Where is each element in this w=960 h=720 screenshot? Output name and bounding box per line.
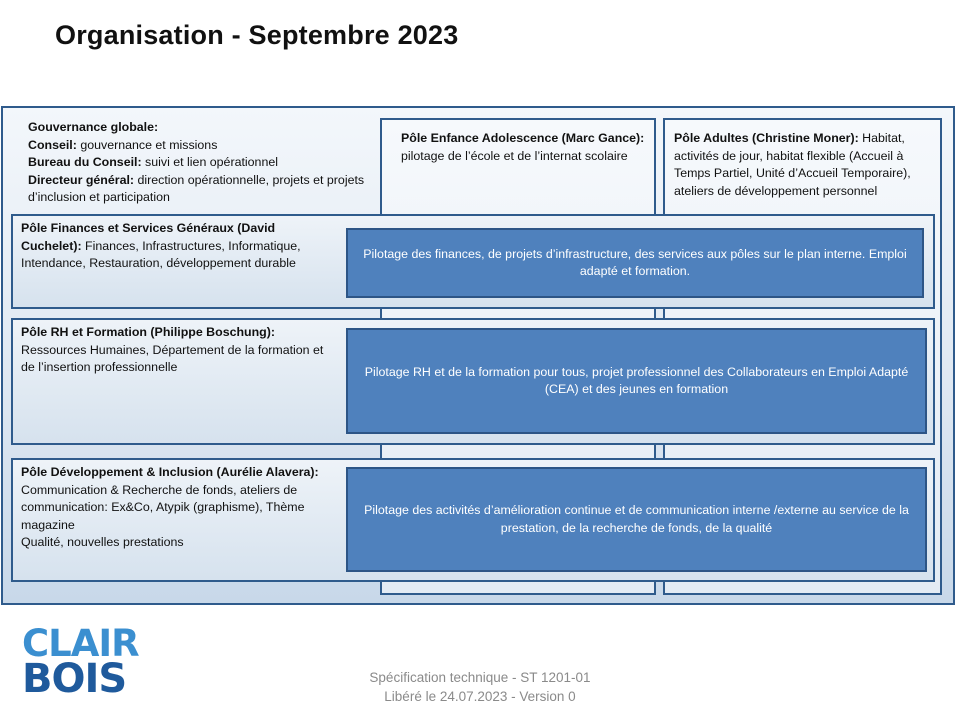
- pole-finances-text: [21, 220, 339, 273]
- logo-line-bois: BOIS: [22, 656, 127, 702]
- pilotage-rh-box: Pilotage RH et de la formation pour tous, projet professionnel des Collaborateurs en Emploi Adapté (CEA) et des jeunes en formation: [346, 328, 927, 434]
- conseil-text: gouvernance et missions: [76, 137, 218, 152]
- governance-heading: Gouvernance globale:: [28, 120, 159, 134]
- conseil-label: Conseil:: [28, 137, 77, 152]
- page-title: Organisation - Septembre 2023: [55, 20, 459, 50]
- directeur-label: Directeur général:: [28, 172, 135, 187]
- directeur-text: direction opérationnelle, projets et projets d’inclusion et participation: [28, 172, 365, 204]
- pole-dev-line2: Qualité, nouvelles prestations: [21, 535, 184, 549]
- clair-bois-logo: [22, 622, 144, 702]
- footer: [330, 668, 630, 706]
- bureau-label: Bureau du Conseil:: [28, 155, 142, 169]
- pole-adultes-label: Pôle Adultes (Christine Moner):: [674, 131, 859, 145]
- pole-enfance-label: Pôle Enfance Adolescence (Marc Gance):: [401, 131, 645, 145]
- pole-finances-description: Finances, Infrastructures, Informatique, Intendance, Restauration, développement durable: [21, 238, 301, 270]
- pilotage-dev-box: Pilotage des activités d’amélioration continue et de communication interne /externe au service de la prestation, de la recherche de fonds, de la qualité: [346, 467, 927, 572]
- pole-rh-description: Ressources Humaines, Département de la formation et de l’insertion professionnelle: [21, 342, 324, 374]
- governance-block: [28, 119, 368, 207]
- footer-spec: Spécification technique - ST 1201-01: [369, 670, 591, 685]
- pole-dev-text: [21, 464, 339, 552]
- pole-enfance-text: [401, 130, 646, 165]
- pole-rh-label: Pôle RH et Formation (Philippe Boschung):: [21, 325, 276, 339]
- pole-adultes-description: Habitat, activités de jour, habitat flexible (Accueil à Temps Partiel, Unité d’Accueil Temporaire), ateliers de développement personnel: [674, 131, 911, 198]
- pole-finances-label: Pôle Finances et Services Généraux (David Cuchelet):: [21, 221, 276, 253]
- pilotage-finances-box: Pilotage des finances, de projets d’infrastructure, des services aux pôles sur le plan interne. Emploi adapté et formation.: [346, 228, 924, 298]
- logo-line-clair: CLAIR: [22, 622, 139, 665]
- pole-adultes-text: [674, 130, 932, 200]
- footer-release: Libéré le 24.07.2023 - Version 0: [384, 689, 576, 704]
- bureau-text: suivi et lien opérationnel: [141, 155, 278, 169]
- pole-dev-label: Pôle Développement & Inclusion (Aurélie Alavera):: [21, 465, 319, 479]
- pole-dev-line1: Communication & Recherche de fonds, ateliers de communication: Ex&Co, Atypik (graphisme), Thème magazine: [21, 482, 305, 532]
- pole-enfance-description: pilotage de l’école et de l’internat scolaire: [401, 148, 628, 163]
- pole-rh-text: [21, 324, 339, 377]
